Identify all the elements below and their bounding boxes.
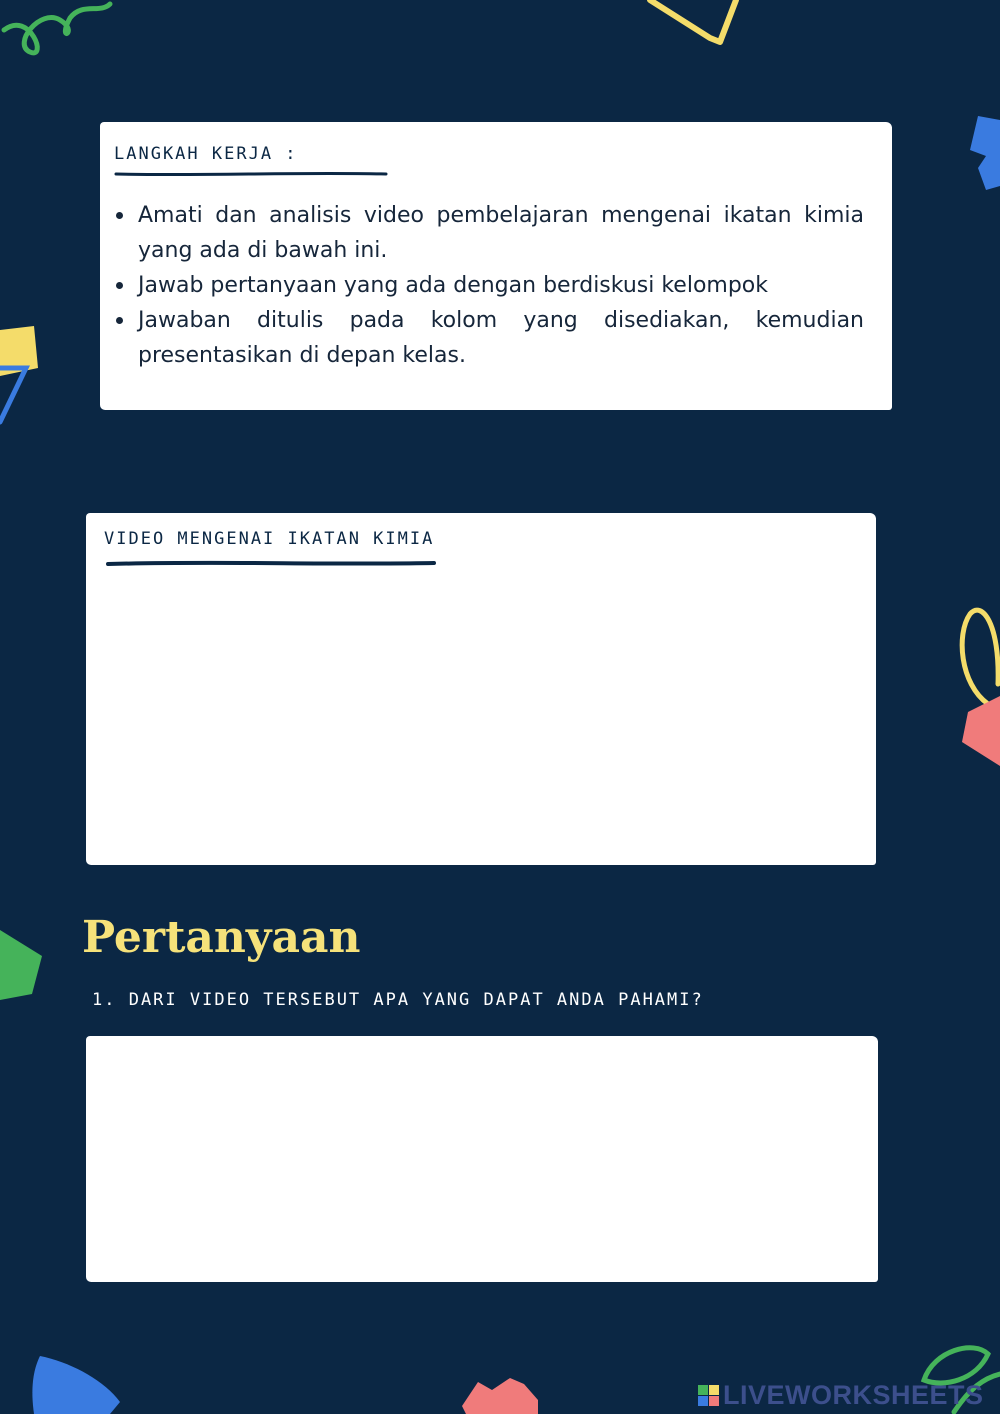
blue-shape-decoration (964, 116, 1000, 192)
steps-heading-underline (114, 170, 388, 178)
steps-card-heading: LANGKAH KERJA : (114, 144, 298, 164)
step-item-3: Jawaban ditulis pada kolom yang disediakan, kemudian presentasikan di depan kelas. (138, 303, 864, 373)
pink-shape-decoration (462, 1376, 540, 1414)
yellow-loop-pink-shape-decoration (954, 604, 1000, 770)
video-heading-underline (106, 559, 436, 568)
steps-list (138, 198, 864, 373)
questions-title: Pertanyaan (82, 912, 361, 963)
liveworksheets-watermark (698, 1380, 984, 1411)
green-shape-decoration (0, 930, 46, 1002)
yellow-heart-outline-decoration (640, 0, 750, 48)
answer-1-box[interactable] (86, 1036, 878, 1282)
video-card[interactable] (86, 513, 876, 865)
step-item-2: Jawab pertanyaan yang ada dengan berdiskusi kelompok (138, 268, 864, 303)
step-item-1: Amati dan analisis video pembelajaran mengenai ikatan kimia yang ada di bawah ini. (138, 198, 864, 268)
watermark-text: LIVEWORKSHEETS (723, 1380, 984, 1410)
blue-blob-decoration (30, 1356, 122, 1414)
green-squiggle-decoration (0, 0, 120, 70)
yellow-blue-shape-decoration (0, 326, 44, 426)
question-1-text: 1. DARI VIDEO TERSEBUT APA YANG DAPAT ANDA PAHAMI? (92, 990, 704, 1010)
video-card-heading: VIDEO MENGENAI IKATAN KIMIA (104, 529, 435, 549)
liveworksheets-logo-icon (698, 1385, 719, 1406)
